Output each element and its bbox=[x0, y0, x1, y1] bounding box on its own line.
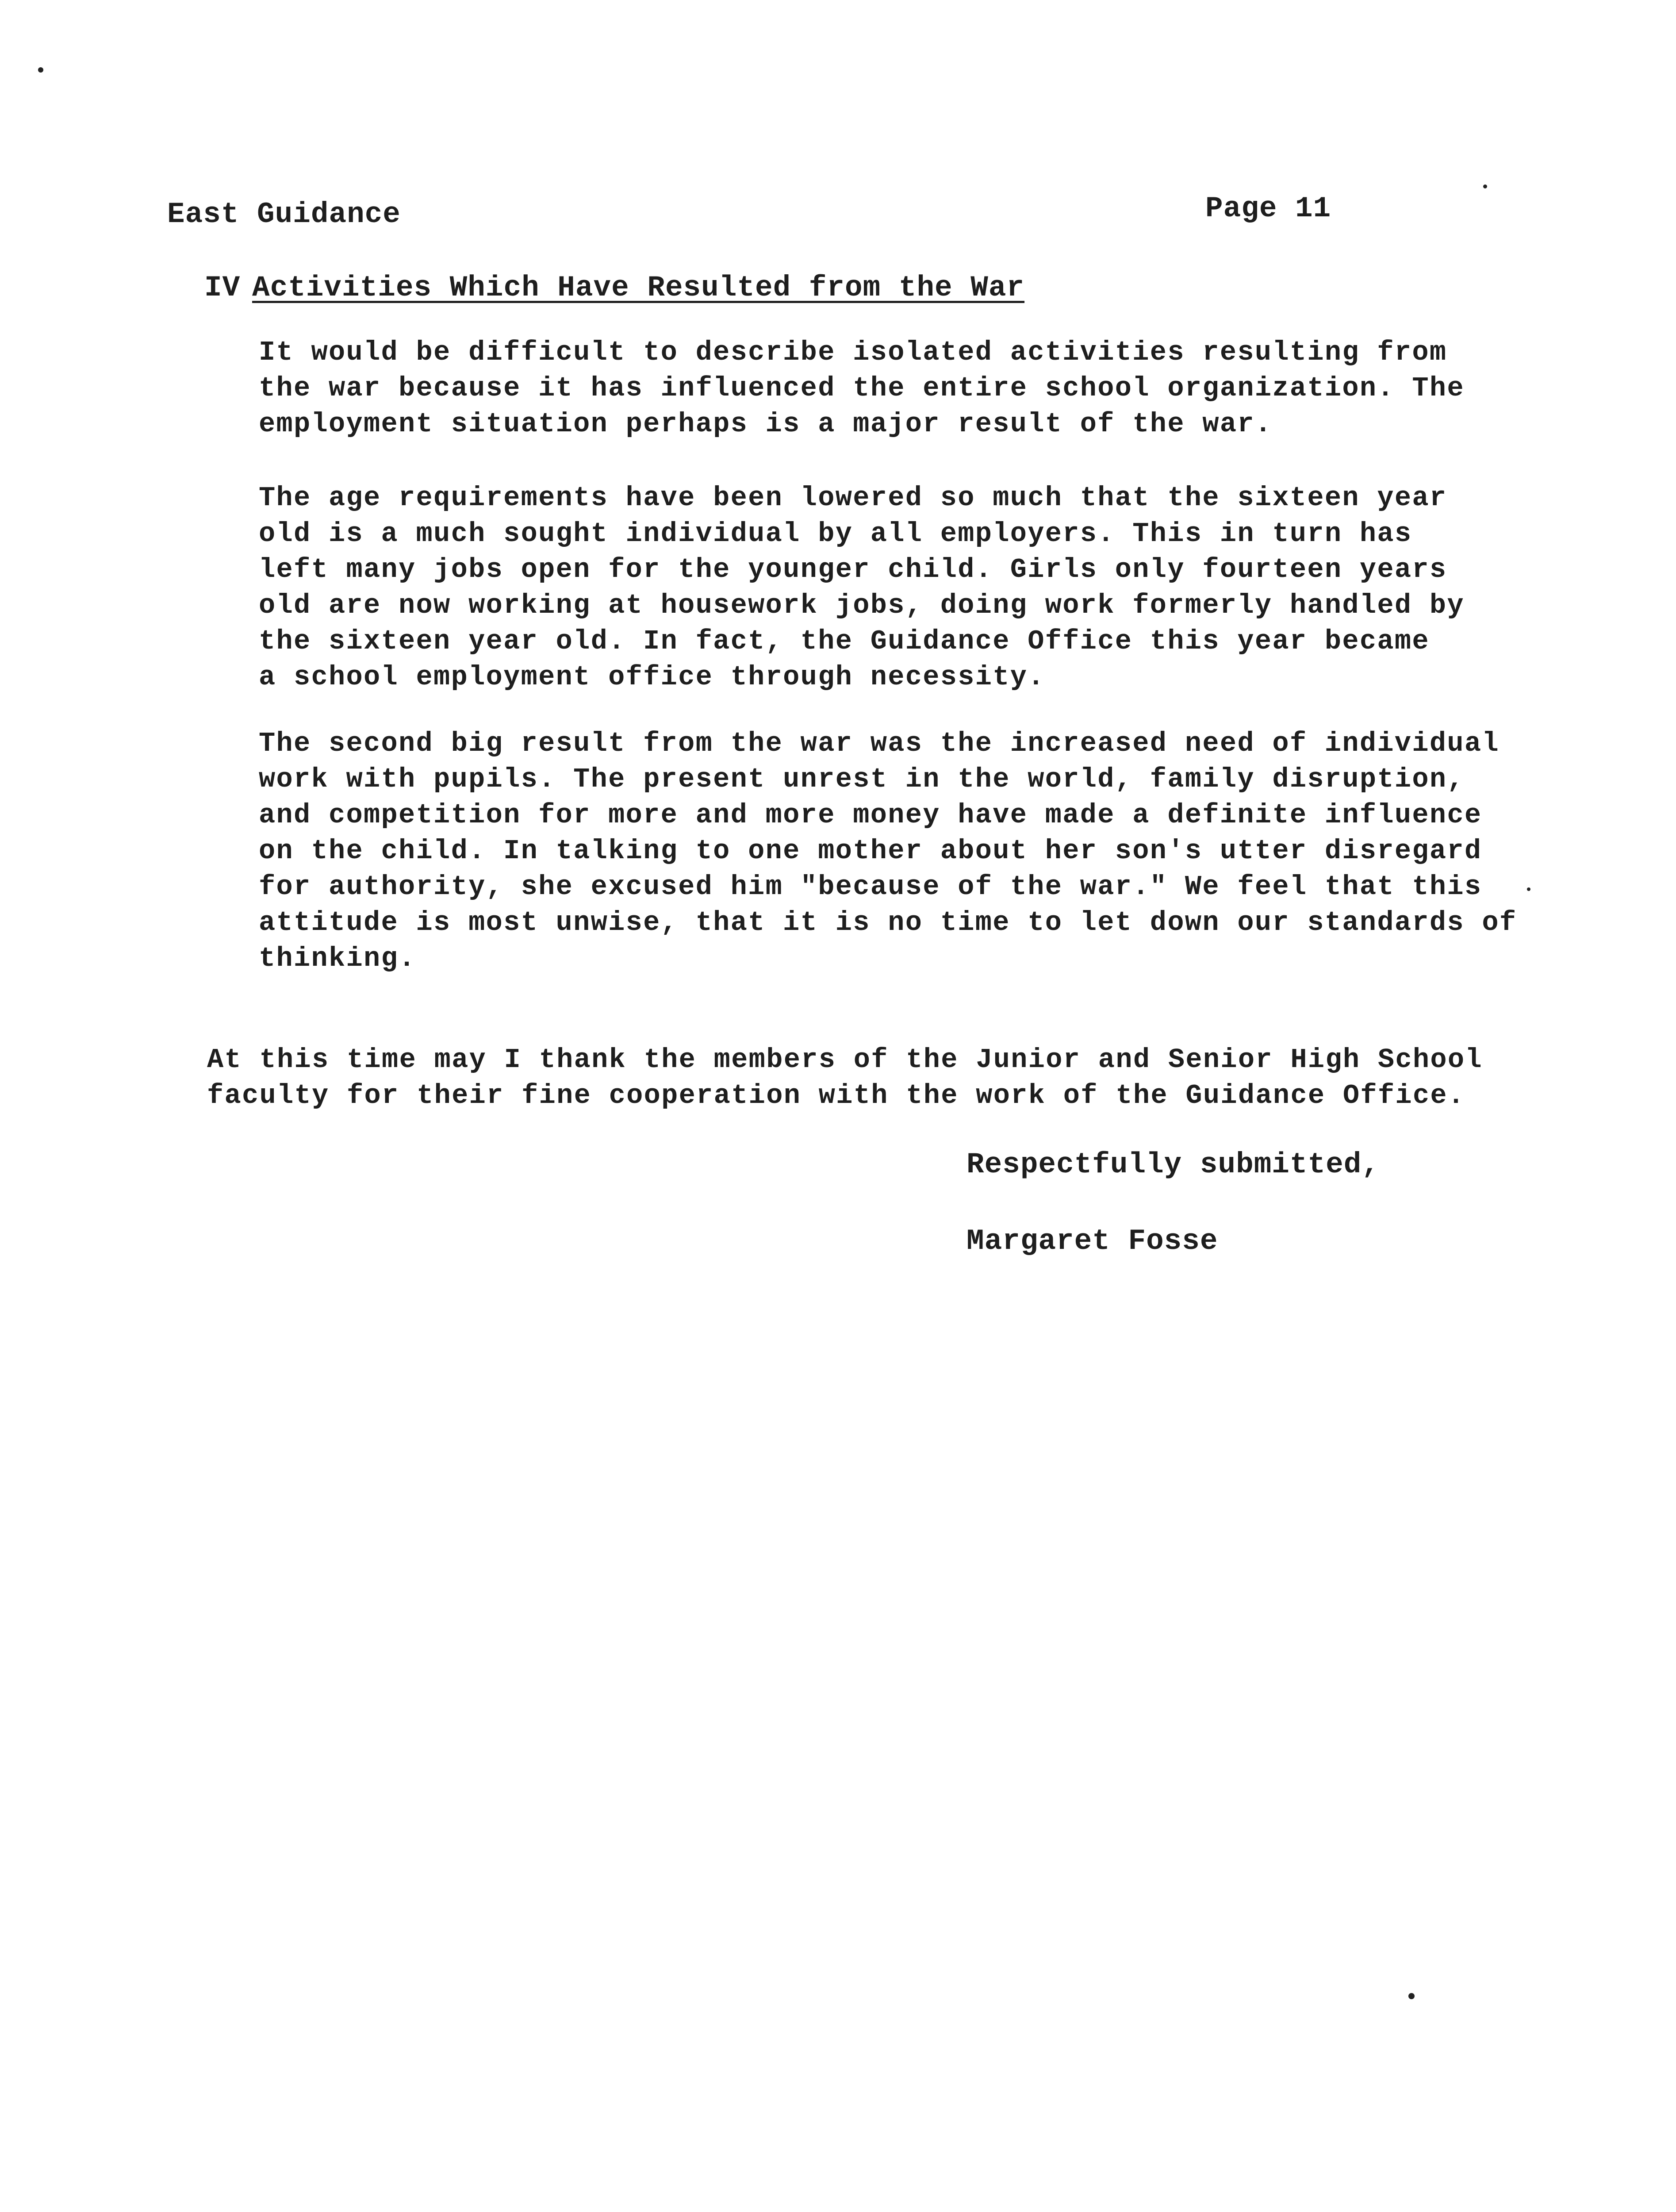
signature-name: Margaret Fosse bbox=[966, 1225, 1218, 1258]
text-line: for authority, she excused him "because of the war." We feel that this bbox=[259, 871, 1482, 902]
text-line: attitude is most unwise, that it is no time to let down our standards of bbox=[259, 907, 1517, 938]
text-line: The second big result from the war was the increased need of individual bbox=[259, 728, 1500, 759]
scan-speck bbox=[1483, 184, 1487, 188]
text-line: thinking. bbox=[259, 943, 416, 974]
section-heading: Activities Which Have Resulted from the War bbox=[252, 271, 1025, 304]
scan-speck bbox=[1408, 1993, 1415, 1999]
text-line: work with pupils. The present unrest in the world, family disruption, bbox=[259, 764, 1465, 795]
paragraph-employment-intro bbox=[259, 334, 1465, 442]
scan-speck bbox=[38, 67, 43, 73]
page-number: Page 11 bbox=[1205, 192, 1331, 225]
text-line: It would be difficult to describe isolated activities resulting from bbox=[259, 337, 1447, 368]
text-line: The age requirements have been lowered so much that the sixteen year bbox=[259, 482, 1447, 514]
header-title: East Guidance bbox=[167, 198, 401, 231]
text-line: and competition for more and more money have made a definite influence bbox=[259, 799, 1482, 831]
text-line: the sixteen year old. In fact, the Guidance Office this year became bbox=[259, 626, 1430, 657]
text-line: At this time may I thank the members of the Junior and Senior High School bbox=[207, 1044, 1483, 1075]
text-line: old are now working at housework jobs, doing work formerly handled by bbox=[259, 590, 1465, 621]
text-line: the war because it has influenced the entire school organization. The bbox=[259, 373, 1465, 404]
section-number: IV bbox=[204, 271, 241, 304]
paragraph-age-requirements bbox=[259, 480, 1465, 695]
text-line: faculty for their fine cooperation with the work of the Guidance Office. bbox=[207, 1080, 1465, 1111]
text-line: left many jobs open for the younger child. Girls only fourteen years bbox=[259, 554, 1447, 585]
paragraph-individual-work bbox=[259, 726, 1517, 976]
scan-speck bbox=[1527, 887, 1530, 891]
paragraph-thanks bbox=[207, 1042, 1483, 1114]
text-line: on the child. In talking to one mother about her son's utter disregard bbox=[259, 835, 1482, 867]
text-line: employment situation perhaps is a major result of the war. bbox=[259, 408, 1273, 440]
text-line: old is a much sought individual by all employers. This in turn has bbox=[259, 518, 1412, 549]
closing-line: Respectfully submitted, bbox=[966, 1148, 1380, 1181]
text-line: a school employment office through necessity. bbox=[259, 661, 1045, 693]
